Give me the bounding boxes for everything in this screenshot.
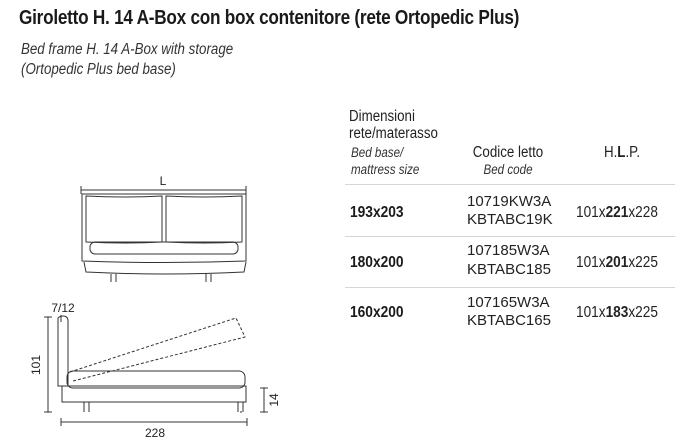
header-code-en: Bed code [483,162,533,177]
row-code2-3: KBTABC165 [467,312,551,329]
row-code1-1: 10719KW3A [467,193,552,210]
header-divider [345,184,675,185]
row-hlp-3: 101x183x225 [576,304,658,321]
row-hlp-1: 101x221x228 [576,204,658,221]
length-label: 228 [144,426,166,440]
base-height-label: 14 [267,393,281,407]
row-divider-2 [345,287,675,288]
header-dimensions-en-line-1: Bed base/ [351,145,404,160]
headboard-right-panel [166,196,242,243]
row-code1-2: 107185W3A [467,242,550,259]
row-code2-1: KBTABC19K [467,211,553,228]
mattress-side [67,371,245,388]
bed-frame-outline [82,194,246,263]
header-code: Codice letto [472,144,544,161]
headboard-side [58,316,68,386]
header-dimensions-line-1: Dimensioni [349,108,415,125]
row-code2-2: KBTABC185 [467,261,551,278]
row-code1-3: 107165W3A [467,294,550,311]
header-dimensions-en-line-2: mattress size [351,162,420,177]
headboard-left-panel [86,196,162,243]
height-label: 101 [29,354,43,376]
top-dimension-label: L [159,174,167,188]
row-size-1: 193x203 [350,204,404,221]
header-dimensions-line-2: rete/materasso [349,125,438,142]
row-size-2: 180x200 [350,254,404,271]
mattress-front [90,242,238,254]
thickness-label: 7/12 [51,301,75,315]
page-title: Giroletto H. 14 A-Box con box contenitore (rete Ortopedic Plus) [19,7,520,29]
header-hlp: H.L.P. [603,144,641,161]
row-hlp-2: 101x201x225 [576,254,658,271]
row-size-3: 160x200 [350,304,404,321]
raised-mattress-dashed [70,318,245,381]
subtitle-line-1: Bed frame H. 14 A-Box with storage [21,41,234,58]
row-divider-1 [345,236,675,237]
subtitle-line-2: (Ortopedic Plus bed base) [21,61,176,78]
bed-base [84,262,246,274]
